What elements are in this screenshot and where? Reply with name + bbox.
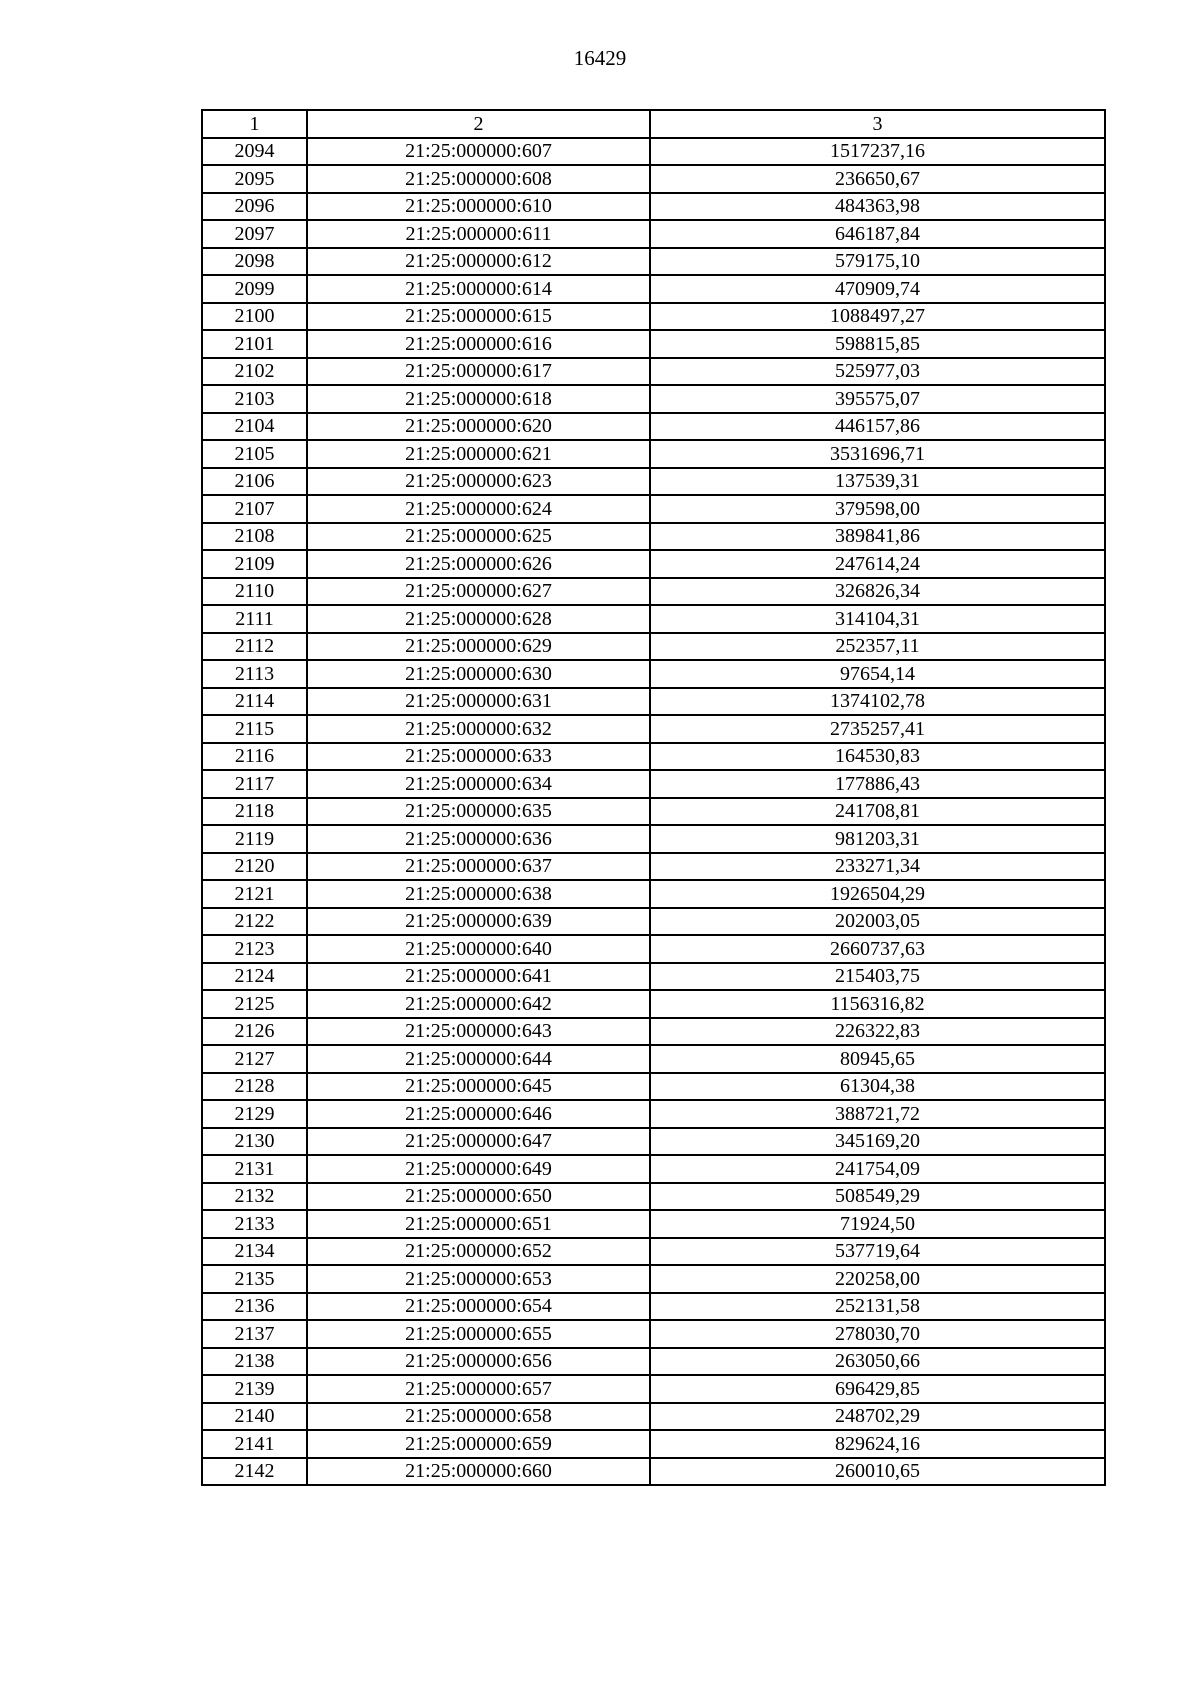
cell-row-number: 2113 — [202, 660, 307, 688]
table-row — [202, 935, 1105, 963]
cell-value: 241708,81 — [650, 798, 1105, 826]
cell-row-number: 2105 — [202, 440, 307, 468]
table-row — [202, 523, 1105, 551]
table-row — [202, 550, 1105, 578]
cell-value: 80945,65 — [650, 1045, 1105, 1073]
cell-value: 345169,20 — [650, 1128, 1105, 1156]
cell-cadastral-number: 21:25:000000:620 — [307, 413, 650, 441]
cell-value: 314104,31 — [650, 605, 1105, 633]
cell-row-number: 2124 — [202, 963, 307, 991]
cell-row-number: 2094 — [202, 138, 307, 166]
cell-value: 236650,67 — [650, 165, 1105, 193]
cell-value: 981203,31 — [650, 825, 1105, 853]
cell-cadastral-number: 21:25:000000:656 — [307, 1348, 650, 1376]
cell-row-number: 2107 — [202, 495, 307, 523]
table-row — [202, 798, 1105, 826]
cell-cadastral-number: 21:25:000000:610 — [307, 193, 650, 221]
table-row — [202, 1430, 1105, 1458]
table-row — [202, 1348, 1105, 1376]
page-number: 16429 — [573, 46, 627, 70]
cell-value: 379598,00 — [650, 495, 1105, 523]
cell-row-number: 2119 — [202, 825, 307, 853]
column-header-2: 2 — [307, 110, 650, 138]
cell-value: 252357,11 — [650, 633, 1105, 661]
cell-row-number: 2108 — [202, 523, 307, 551]
cell-value: 97654,14 — [650, 660, 1105, 688]
cell-value: 215403,75 — [650, 963, 1105, 991]
cell-value: 202003,05 — [650, 908, 1105, 936]
data-table — [201, 109, 1106, 1486]
table-row — [202, 193, 1105, 221]
table-header-row — [202, 110, 1105, 138]
cell-cadastral-number: 21:25:000000:631 — [307, 688, 650, 716]
cell-value: 646187,84 — [650, 220, 1105, 248]
cell-value: 252131,58 — [650, 1293, 1105, 1321]
cell-cadastral-number: 21:25:000000:641 — [307, 963, 650, 991]
cell-cadastral-number: 21:25:000000:645 — [307, 1073, 650, 1101]
table-row — [202, 1045, 1105, 1073]
cell-cadastral-number: 21:25:000000:639 — [307, 908, 650, 936]
table-row — [202, 990, 1105, 1018]
table-row — [202, 413, 1105, 441]
cell-value: 260010,65 — [650, 1458, 1105, 1486]
table-row — [202, 1100, 1105, 1128]
cell-row-number: 2111 — [202, 605, 307, 633]
table-row — [202, 358, 1105, 386]
table-row — [202, 275, 1105, 303]
cell-value: 525977,03 — [650, 358, 1105, 386]
table-row — [202, 468, 1105, 496]
table-row — [202, 1375, 1105, 1403]
cell-value: 829624,16 — [650, 1430, 1105, 1458]
cell-value: 2735257,41 — [650, 715, 1105, 743]
cell-cadastral-number: 21:25:000000:630 — [307, 660, 650, 688]
cell-row-number: 2131 — [202, 1155, 307, 1183]
cell-cadastral-number: 21:25:000000:650 — [307, 1183, 650, 1211]
cell-cadastral-number: 21:25:000000:626 — [307, 550, 650, 578]
cell-value: 241754,09 — [650, 1155, 1105, 1183]
cell-value: 696429,85 — [650, 1375, 1105, 1403]
cell-cadastral-number: 21:25:000000:638 — [307, 880, 650, 908]
cell-value: 388721,72 — [650, 1100, 1105, 1128]
cell-value: 278030,70 — [650, 1320, 1105, 1348]
table-row — [202, 1238, 1105, 1266]
cell-row-number: 2126 — [202, 1018, 307, 1046]
cell-value: 395575,07 — [650, 385, 1105, 413]
table-row — [202, 248, 1105, 276]
table-row — [202, 633, 1105, 661]
cell-row-number: 2097 — [202, 220, 307, 248]
column-header-3: 3 — [650, 110, 1105, 138]
cell-cadastral-number: 21:25:000000:653 — [307, 1265, 650, 1293]
cell-row-number: 2120 — [202, 853, 307, 881]
cell-cadastral-number: 21:25:000000:658 — [307, 1403, 650, 1431]
cell-row-number: 2135 — [202, 1265, 307, 1293]
cell-cadastral-number: 21:25:000000:654 — [307, 1293, 650, 1321]
cell-value: 2660737,63 — [650, 935, 1105, 963]
cell-row-number: 2128 — [202, 1073, 307, 1101]
cell-cadastral-number: 21:25:000000:627 — [307, 578, 650, 606]
cell-value: 71924,50 — [650, 1210, 1105, 1238]
cell-value: 1517237,16 — [650, 138, 1105, 166]
cell-cadastral-number: 21:25:000000:614 — [307, 275, 650, 303]
table-row — [202, 605, 1105, 633]
table-row — [202, 880, 1105, 908]
table-row — [202, 1018, 1105, 1046]
cell-row-number: 2095 — [202, 165, 307, 193]
cell-cadastral-number: 21:25:000000:632 — [307, 715, 650, 743]
table-row — [202, 1403, 1105, 1431]
cell-row-number: 2129 — [202, 1100, 307, 1128]
table-row — [202, 1458, 1105, 1486]
cell-row-number: 2132 — [202, 1183, 307, 1211]
cell-value: 389841,86 — [650, 523, 1105, 551]
cell-row-number: 2142 — [202, 1458, 307, 1486]
cell-cadastral-number: 21:25:000000:644 — [307, 1045, 650, 1073]
cell-cadastral-number: 21:25:000000:607 — [307, 138, 650, 166]
cell-row-number: 2125 — [202, 990, 307, 1018]
cell-row-number: 2110 — [202, 578, 307, 606]
cell-row-number: 2101 — [202, 330, 307, 358]
cell-row-number: 2114 — [202, 688, 307, 716]
cell-row-number: 2130 — [202, 1128, 307, 1156]
cell-value: 1088497,27 — [650, 303, 1105, 331]
cell-cadastral-number: 21:25:000000:617 — [307, 358, 650, 386]
cell-row-number: 2117 — [202, 770, 307, 798]
cell-row-number: 2099 — [202, 275, 307, 303]
cell-row-number: 2122 — [202, 908, 307, 936]
cell-cadastral-number: 21:25:000000:637 — [307, 853, 650, 881]
cell-row-number: 2116 — [202, 743, 307, 771]
cell-row-number: 2138 — [202, 1348, 307, 1376]
table-row — [202, 1128, 1105, 1156]
cell-value: 470909,74 — [650, 275, 1105, 303]
cell-cadastral-number: 21:25:000000:647 — [307, 1128, 650, 1156]
cell-cadastral-number: 21:25:000000:634 — [307, 770, 650, 798]
table-row — [202, 1183, 1105, 1211]
cell-value: 3531696,71 — [650, 440, 1105, 468]
cell-value: 1156316,82 — [650, 990, 1105, 1018]
cell-cadastral-number: 21:25:000000:628 — [307, 605, 650, 633]
cell-cadastral-number: 21:25:000000:651 — [307, 1210, 650, 1238]
cell-value: 247614,24 — [650, 550, 1105, 578]
cell-value: 598815,85 — [650, 330, 1105, 358]
cell-cadastral-number: 21:25:000000:629 — [307, 633, 650, 661]
table-row — [202, 165, 1105, 193]
cell-row-number: 2103 — [202, 385, 307, 413]
table-row — [202, 330, 1105, 358]
cell-value: 226322,83 — [650, 1018, 1105, 1046]
cell-cadastral-number: 21:25:000000:616 — [307, 330, 650, 358]
cell-cadastral-number: 21:25:000000:660 — [307, 1458, 650, 1486]
table-row — [202, 440, 1105, 468]
cell-value: 508549,29 — [650, 1183, 1105, 1211]
table-row — [202, 385, 1105, 413]
cell-value: 233271,34 — [650, 853, 1105, 881]
table-row — [202, 688, 1105, 716]
cell-cadastral-number: 21:25:000000:655 — [307, 1320, 650, 1348]
column-header-1: 1 — [202, 110, 307, 138]
cell-row-number: 2106 — [202, 468, 307, 496]
table-row — [202, 963, 1105, 991]
table-row — [202, 715, 1105, 743]
cell-cadastral-number: 21:25:000000:633 — [307, 743, 650, 771]
table-row — [202, 825, 1105, 853]
cell-cadastral-number: 21:25:000000:636 — [307, 825, 650, 853]
cell-cadastral-number: 21:25:000000:640 — [307, 935, 650, 963]
cell-row-number: 2121 — [202, 880, 307, 908]
cell-cadastral-number: 21:25:000000:659 — [307, 1430, 650, 1458]
table-row — [202, 1293, 1105, 1321]
cell-cadastral-number: 21:25:000000:611 — [307, 220, 650, 248]
cell-value: 484363,98 — [650, 193, 1105, 221]
cell-value: 164530,83 — [650, 743, 1105, 771]
cell-row-number: 2102 — [202, 358, 307, 386]
cell-row-number: 2118 — [202, 798, 307, 826]
table-row — [202, 220, 1105, 248]
table-row — [202, 578, 1105, 606]
cell-row-number: 2100 — [202, 303, 307, 331]
cell-cadastral-number: 21:25:000000:643 — [307, 1018, 650, 1046]
cell-value: 446157,86 — [650, 413, 1105, 441]
cell-row-number: 2137 — [202, 1320, 307, 1348]
cell-value: 1374102,78 — [650, 688, 1105, 716]
cell-row-number: 2133 — [202, 1210, 307, 1238]
cell-value: 263050,66 — [650, 1348, 1105, 1376]
cell-row-number: 2115 — [202, 715, 307, 743]
cell-row-number: 2140 — [202, 1403, 307, 1431]
cell-value: 1926504,29 — [650, 880, 1105, 908]
table-row — [202, 853, 1105, 881]
cell-cadastral-number: 21:25:000000:625 — [307, 523, 650, 551]
cell-cadastral-number: 21:25:000000:649 — [307, 1155, 650, 1183]
cell-cadastral-number: 21:25:000000:657 — [307, 1375, 650, 1403]
cell-cadastral-number: 21:25:000000:618 — [307, 385, 650, 413]
table-row — [202, 138, 1105, 166]
cell-cadastral-number: 21:25:000000:624 — [307, 495, 650, 523]
cell-cadastral-number: 21:25:000000:646 — [307, 1100, 650, 1128]
cell-cadastral-number: 21:25:000000:652 — [307, 1238, 650, 1266]
cell-cadastral-number: 21:25:000000:615 — [307, 303, 650, 331]
cell-row-number: 2104 — [202, 413, 307, 441]
cell-value: 220258,00 — [650, 1265, 1105, 1293]
cell-row-number: 2141 — [202, 1430, 307, 1458]
cell-row-number: 2098 — [202, 248, 307, 276]
table-row — [202, 1265, 1105, 1293]
table-row — [202, 495, 1105, 523]
cell-row-number: 2123 — [202, 935, 307, 963]
table-row — [202, 303, 1105, 331]
cell-value: 537719,64 — [650, 1238, 1105, 1266]
cell-cadastral-number: 21:25:000000:623 — [307, 468, 650, 496]
table-row — [202, 660, 1105, 688]
table-row — [202, 1073, 1105, 1101]
cell-row-number: 2096 — [202, 193, 307, 221]
cell-value: 579175,10 — [650, 248, 1105, 276]
cell-value: 248702,29 — [650, 1403, 1105, 1431]
table-body — [202, 138, 1105, 1486]
cell-row-number: 2134 — [202, 1238, 307, 1266]
table-row — [202, 1320, 1105, 1348]
cell-value: 177886,43 — [650, 770, 1105, 798]
cell-cadastral-number: 21:25:000000:621 — [307, 440, 650, 468]
cell-cadastral-number: 21:25:000000:635 — [307, 798, 650, 826]
cell-row-number: 2139 — [202, 1375, 307, 1403]
cell-row-number: 2112 — [202, 633, 307, 661]
cell-row-number: 2109 — [202, 550, 307, 578]
table-row — [202, 908, 1105, 936]
cell-cadastral-number: 21:25:000000:642 — [307, 990, 650, 1018]
cell-value: 137539,31 — [650, 468, 1105, 496]
cell-cadastral-number: 21:25:000000:608 — [307, 165, 650, 193]
table-row — [202, 1210, 1105, 1238]
table-row — [202, 743, 1105, 771]
cell-row-number: 2136 — [202, 1293, 307, 1321]
cell-cadastral-number: 21:25:000000:612 — [307, 248, 650, 276]
cell-row-number: 2127 — [202, 1045, 307, 1073]
cell-value: 326826,34 — [650, 578, 1105, 606]
table-row — [202, 1155, 1105, 1183]
cell-value: 61304,38 — [650, 1073, 1105, 1101]
table-row — [202, 770, 1105, 798]
